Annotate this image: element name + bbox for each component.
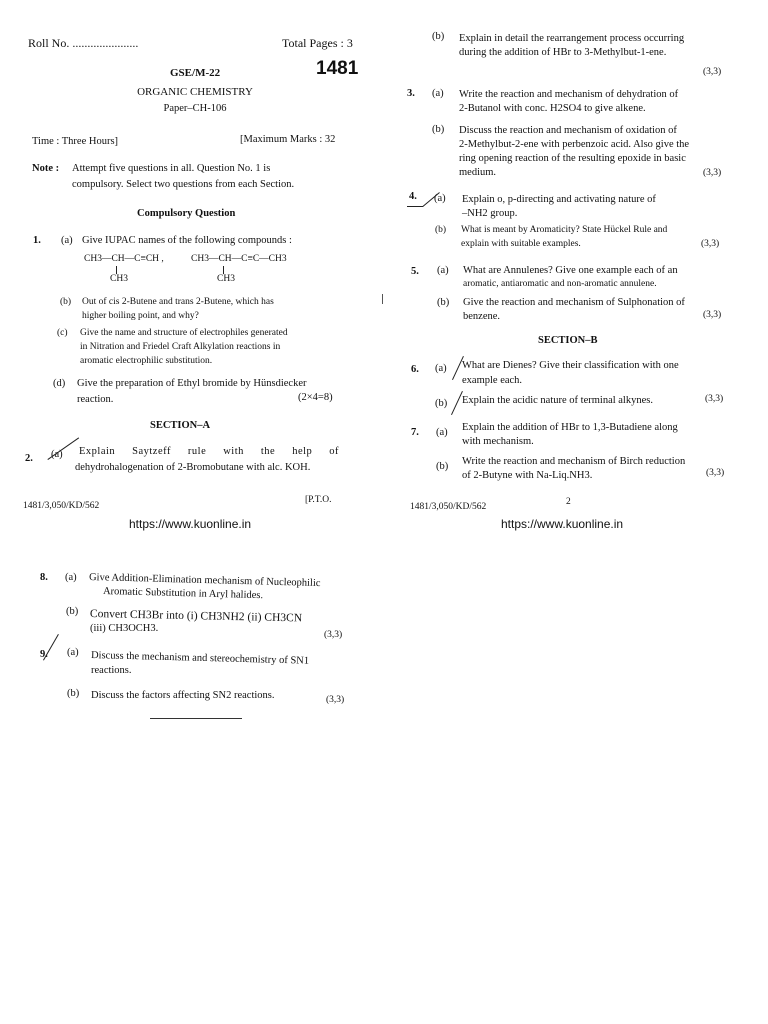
note-line-2: compulsory. Select two questions from each Section. bbox=[72, 179, 295, 190]
q3b-line-3: ring opening reaction of the resulting epoxide in basic bbox=[459, 153, 686, 164]
q3a-line-1: Write the reaction and mechanism of dehydration of bbox=[459, 89, 679, 100]
q3b-label: (b) bbox=[432, 124, 445, 135]
q3b-line-4: medium. bbox=[459, 167, 497, 178]
q2b-marks: (3,3) bbox=[703, 67, 722, 77]
q6-marks: (3,3) bbox=[705, 394, 724, 404]
q8a-line-1: Give Addition-Elimination mechanism of Nucleophilic bbox=[88, 572, 321, 590]
q2b-line-1: Explain in detail the rearrangement process occurring bbox=[459, 33, 685, 44]
compound-2-main: CH3—CH—C≡C—CH3 bbox=[191, 254, 287, 264]
paper-number: 1481 bbox=[316, 58, 359, 79]
q3a-line-2: 2-Butanol with conc. H2SO4 to give alkene. bbox=[459, 103, 646, 114]
q5a-line-1: What are Annulenes? Give one example each of an bbox=[463, 265, 678, 276]
q6b-label: (b) bbox=[435, 398, 448, 409]
q2a-line-2: dehydrohalogenation of 2-Bromobutane with alc. KOH. bbox=[75, 462, 311, 473]
q4b-line-2: explain with suitable examples. bbox=[461, 239, 581, 249]
q8b-line-2: (iii) CH3OCH3. bbox=[90, 623, 159, 634]
pto-label: [P.T.O. bbox=[305, 495, 332, 505]
q9a-label: (a) bbox=[67, 647, 79, 658]
q1a-text: Give IUPAC names of the following compounds : bbox=[82, 235, 292, 246]
q1d-line-2: reaction. bbox=[77, 394, 114, 405]
q1-marks: (2×4=8) bbox=[298, 392, 333, 403]
q7a-line-1: Explain the addition of HBr to 1,3-Butadiene along bbox=[462, 422, 678, 433]
q4a-line-2: –NH2 group. bbox=[462, 208, 518, 219]
note-label: Note : bbox=[32, 163, 60, 174]
max-marks: [Maximum Marks : 32 bbox=[240, 134, 336, 145]
q8-marks: (3,3) bbox=[324, 630, 343, 640]
total-pages: Total Pages : 3 bbox=[282, 36, 353, 50]
roll-no: Roll No. ...................... bbox=[28, 36, 139, 50]
q9-number: 9. bbox=[40, 649, 48, 660]
q1b-line-2: higher boiling point, and why? bbox=[82, 311, 199, 321]
q5-number: 5. bbox=[411, 266, 419, 277]
footer-code-p1: 1481/3,050/KD/562 bbox=[23, 501, 100, 511]
compound-1-branch: CH3 bbox=[110, 274, 128, 284]
q7a-line-2: with mechanism. bbox=[462, 436, 534, 447]
paper-title: Paper–CH-106 bbox=[163, 103, 227, 114]
q3-number: 3. bbox=[407, 88, 415, 99]
q7-marks: (3,3) bbox=[706, 468, 725, 478]
q5a-line-2: aromatic, antiaromatic and non-aromatic annulene. bbox=[463, 279, 657, 289]
q1a-label: (a) bbox=[61, 235, 73, 246]
q1d-label: (d) bbox=[53, 378, 66, 389]
q6a-line-2: example each. bbox=[462, 375, 523, 386]
q6-number: 6. bbox=[411, 364, 419, 375]
q8a-label: (a) bbox=[65, 572, 77, 583]
q1b-line-1: Out of cis 2-Butene and trans 2-Butene, which has bbox=[82, 297, 274, 307]
q5b-line-1: Give the reaction and mechanism of Sulphonation of bbox=[463, 297, 685, 308]
q2a-label: (a) bbox=[51, 449, 63, 460]
q7a-label: (a) bbox=[436, 427, 448, 438]
time-allowed: Time : Three Hours] bbox=[32, 136, 119, 147]
q6a-line-1: What are Dienes? Give their classification with one bbox=[462, 360, 679, 371]
q5-marks: (3,3) bbox=[703, 310, 722, 320]
subject-title: ORGANIC CHEMISTRY bbox=[137, 86, 253, 98]
q1-number: 1. bbox=[33, 235, 41, 246]
q3a-label: (a) bbox=[432, 88, 444, 99]
q3b-line-1: Discuss the reaction and mechanism of oxidation of bbox=[459, 125, 677, 136]
source-url-p1: https://www.kuonline.in bbox=[129, 517, 252, 531]
q7b-label: (b) bbox=[436, 461, 449, 472]
q1c-line-1: Give the name and structure of electrophiles generated bbox=[80, 328, 288, 338]
q9a-line-1: Discuss the mechanism and stereochemistry of SN1 bbox=[90, 650, 310, 667]
q1d-line-1: Give the preparation of Ethyl bromide by Hünsdiecker bbox=[77, 378, 307, 389]
q8-number: 8. bbox=[40, 572, 48, 583]
q8a-line-2: Aromatic Substitution in Aryl halides. bbox=[102, 586, 264, 602]
footer-code-p2: 1481/3,050/KD/562 bbox=[410, 502, 487, 512]
q1c-line-2: in Nitration and Friedel Craft Alkylation reactions in bbox=[80, 342, 281, 352]
q1c-label: (c) bbox=[57, 328, 68, 338]
q8b-line-1: Convert CH3Br into (i) CH3NH2 (ii) CH3CN bbox=[89, 608, 303, 625]
q4a-label: (a) bbox=[434, 193, 446, 204]
q3b-line-2: 2-Methylbut-2-ene with perbenzoic acid. Also give the bbox=[459, 139, 690, 150]
q7-number: 7. bbox=[411, 427, 419, 438]
q2b-line-2: during the addition of HBr to 3-Methylbut-1-ene. bbox=[459, 47, 667, 58]
q4a-line-1: Explain o, p-directing and activating nature of bbox=[462, 194, 656, 205]
q9-marks: (3,3) bbox=[326, 695, 345, 705]
q4-number: 4. bbox=[409, 191, 417, 202]
q2a-line-1: Explain Saytzeff rule with the help of bbox=[79, 446, 339, 457]
q6b-line-1: Explain the acidic nature of terminal alkynes. bbox=[462, 395, 653, 406]
paper-code: GSE/M-22 bbox=[170, 67, 221, 79]
note-line-1: Attempt five questions in all. Question No. 1 is bbox=[72, 163, 271, 174]
compulsory-heading: Compulsory Question bbox=[137, 208, 236, 219]
compound-2-branch: CH3 bbox=[217, 274, 235, 284]
margin-mark bbox=[382, 294, 383, 304]
q4b-line-1: What is meant by Aromaticity? State Hückel Rule and bbox=[461, 225, 668, 235]
q7b-line-1: Write the reaction and mechanism of Birch reduction bbox=[462, 456, 686, 467]
q6a-label: (a) bbox=[435, 363, 447, 374]
end-rule bbox=[150, 718, 242, 719]
q1b-label: (b) bbox=[60, 297, 72, 307]
q5b-line-2: benzene. bbox=[463, 311, 501, 322]
q4b-label: (b) bbox=[435, 225, 447, 235]
q5a-label: (a) bbox=[437, 265, 449, 276]
q3-marks: (3,3) bbox=[703, 168, 722, 178]
page-number-p2: 2 bbox=[566, 497, 571, 507]
q7b-line-2: of 2-Butyne with Na-Liq.NH3. bbox=[462, 470, 593, 481]
q9a-line-2: reactions. bbox=[91, 665, 132, 676]
section-a-heading: SECTION–A bbox=[150, 420, 211, 431]
q5b-label: (b) bbox=[437, 297, 450, 308]
q9b-line-1: Discuss the factors affecting SN2 reactions. bbox=[91, 690, 275, 701]
q2-number: 2. bbox=[25, 453, 33, 464]
section-b-heading: SECTION–B bbox=[538, 335, 598, 346]
q8b-label: (b) bbox=[66, 606, 79, 617]
q4-marks: (3,3) bbox=[701, 239, 720, 249]
q1c-line-3: aromatic electrophilic substitution. bbox=[80, 356, 213, 366]
handwritten-underline-q4 bbox=[407, 206, 423, 207]
q9b-label: (b) bbox=[67, 688, 80, 699]
compound-1-main: CH3—CH—C≡CH , bbox=[84, 254, 164, 264]
source-url-p2: https://www.kuonline.in bbox=[501, 517, 624, 531]
q2b-label: (b) bbox=[432, 31, 445, 42]
